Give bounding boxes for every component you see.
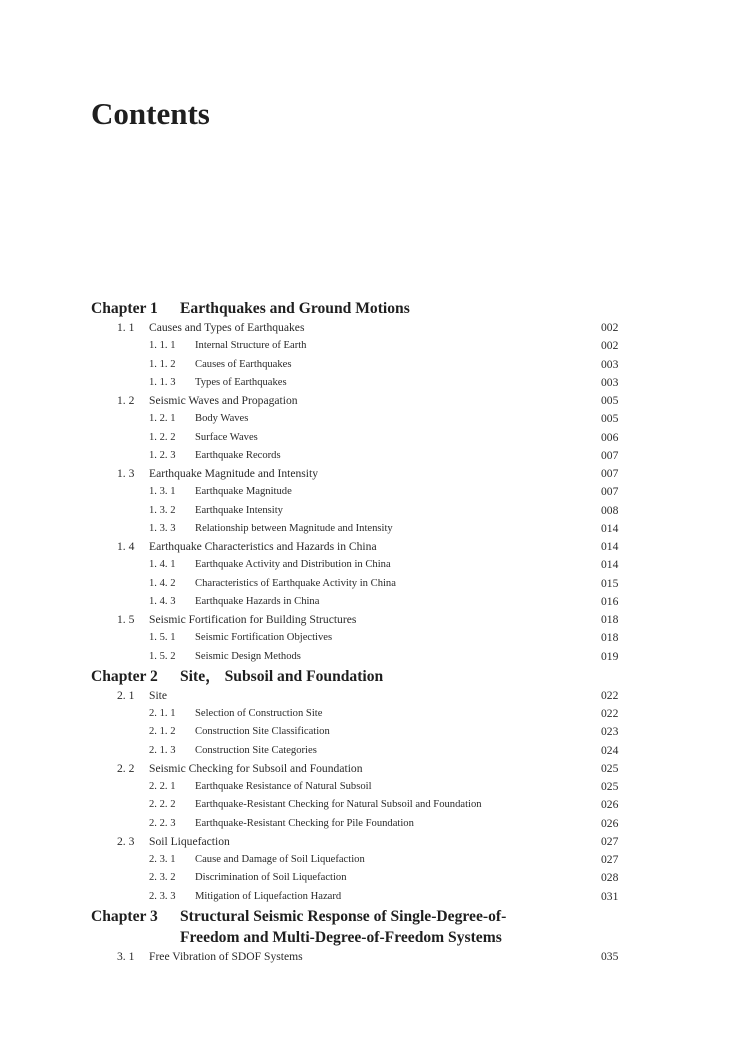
- section-number: 2. 2. 3: [149, 817, 176, 829]
- section-number: 2. 2. 1: [149, 781, 176, 792]
- toc-subsection[interactable]: [0, 374, 750, 392]
- page-number: 031: [601, 889, 619, 903]
- section-number: 1. 2. 1: [149, 413, 176, 425]
- page-number: 003: [601, 357, 619, 371]
- page-number: 002: [601, 321, 619, 334]
- toc-section[interactable]: [0, 833, 750, 851]
- section-title: Earthquake Characteristics and Hazards in China: [149, 540, 377, 553]
- page-number: 026: [601, 816, 619, 830]
- toc-subsection[interactable]: [0, 556, 750, 574]
- section-number: 1. 2. 3: [149, 449, 176, 461]
- page-number: 019: [601, 649, 619, 663]
- section-number: 2. 3. 2: [149, 872, 176, 884]
- section-number: 2. 1. 1: [149, 708, 176, 719]
- toc-subsection[interactable]: [0, 723, 750, 741]
- section-number: 1. 1. 3: [149, 376, 176, 388]
- toc-subsection[interactable]: [0, 851, 750, 869]
- toc-subsection[interactable]: [0, 483, 750, 501]
- section-number: 2. 3. 3: [149, 890, 176, 902]
- toc-subsection[interactable]: [0, 888, 750, 906]
- page-number: 006: [601, 430, 619, 444]
- toc-section[interactable]: [0, 760, 750, 778]
- toc-section[interactable]: [0, 392, 750, 410]
- toc-subsection[interactable]: [0, 520, 750, 538]
- section-number: 1. 3. 3: [149, 522, 176, 534]
- toc-subsection[interactable]: [0, 356, 750, 374]
- page-number: 022: [601, 688, 619, 702]
- toc-subsection[interactable]: [0, 869, 750, 887]
- toc-subsection[interactable]: [0, 429, 750, 447]
- section-title: Causes and Types of Earthquakes: [149, 321, 305, 334]
- toc-subsection[interactable]: [0, 410, 750, 428]
- page-number: 018: [601, 631, 619, 645]
- section-number: 1. 4. 3: [149, 595, 176, 607]
- page-number: 028: [601, 871, 619, 885]
- chapter-title: Earthquakes and Ground Motions: [180, 300, 410, 317]
- toc-section[interactable]: [0, 538, 750, 556]
- section-number: 1. 1: [117, 321, 135, 334]
- toc-subsection[interactable]: [0, 502, 750, 520]
- toc-subsection[interactable]: [0, 778, 750, 796]
- section-number: 1. 4. 2: [149, 577, 176, 589]
- page-number: 007: [601, 485, 619, 499]
- section-number: 1. 2: [117, 394, 135, 407]
- section-title: Seismic Design Methods: [195, 650, 301, 662]
- section-title: Seismic Checking for Subsoil and Foundation: [149, 761, 363, 775]
- toc-subsection[interactable]: [0, 705, 750, 723]
- section-title: Cause and Damage of Soil Liquefaction: [195, 854, 365, 865]
- section-title: Causes of Earthquakes: [195, 358, 292, 370]
- section-number: 1. 3. 1: [149, 486, 176, 498]
- toc-subsection[interactable]: [0, 593, 750, 611]
- section-title: Body Waves: [195, 413, 249, 425]
- page-number: 026: [601, 798, 619, 812]
- section-title: Construction Site Classification: [195, 726, 330, 738]
- section-number: 1. 5. 2: [149, 650, 176, 662]
- page-number: 025: [601, 780, 619, 793]
- section-title: Earthquake Resistance of Natural Subsoil: [195, 781, 372, 792]
- page-number: 015: [601, 576, 619, 590]
- toc-section[interactable]: [0, 319, 750, 337]
- page-number: 024: [601, 743, 619, 757]
- section-title: Earthquake Magnitude: [195, 486, 292, 498]
- section-title: Internal Structure of Earth: [195, 340, 307, 352]
- section-number: 2. 2: [117, 761, 135, 775]
- section-number: 2. 3. 1: [149, 854, 176, 865]
- page-number: 018: [601, 613, 619, 626]
- section-number: 3. 1: [117, 949, 135, 963]
- section-title: Earthquake Intensity: [195, 504, 283, 516]
- section-title: Selection of Construction Site: [195, 708, 323, 719]
- page-number: 025: [601, 761, 619, 775]
- page-title: Contents: [91, 96, 210, 131]
- page-number: 023: [601, 725, 619, 739]
- page-number: 005: [601, 412, 619, 426]
- section-number: 1. 3: [117, 467, 135, 480]
- page-number: 002: [601, 339, 619, 353]
- section-title: Seismic Fortification Objectives: [195, 632, 333, 644]
- section-title: Types of Earthquakes: [195, 376, 287, 388]
- page-number: 027: [601, 834, 619, 848]
- section-title: Soil Liquefaction: [149, 834, 230, 848]
- toc-section[interactable]: [0, 611, 750, 629]
- section-number: 2. 3: [117, 834, 135, 848]
- section-title: Discrimination of Soil Liquefaction: [195, 872, 347, 884]
- chapter-title: Structural Seismic Response of Single-Degree-of-: [180, 907, 507, 925]
- page-number: 014: [601, 521, 619, 535]
- section-title: Earthquake Hazards in China: [195, 595, 320, 607]
- page-number: 014: [601, 540, 619, 553]
- section-number: 1. 2. 2: [149, 431, 176, 443]
- section-title: Seismic Waves and Propagation: [149, 394, 298, 407]
- chapter-number: Chapter 3: [91, 907, 158, 925]
- page-number: 014: [601, 558, 619, 572]
- section-number: 2. 2. 2: [149, 799, 176, 811]
- section-number: 2. 1: [117, 688, 135, 702]
- section-number: 1. 5: [117, 613, 135, 626]
- section-title: Construction Site Categories: [195, 744, 317, 756]
- toc-section[interactable]: [0, 948, 750, 966]
- section-number: 2. 1. 3: [149, 744, 176, 756]
- section-title: Relationship between Magnitude and Intensity: [195, 522, 393, 534]
- page-number: 007: [601, 467, 619, 480]
- section-title: Earthquake Magnitude and Intensity: [149, 467, 319, 480]
- section-title: Mitigation of Liquefaction Hazard: [195, 890, 342, 902]
- toc-subsection[interactable]: [0, 815, 750, 833]
- toc-subsection[interactable]: [0, 648, 750, 666]
- page-number: 027: [601, 853, 619, 866]
- page-number: 007: [601, 448, 619, 462]
- section-title: Earthquake Activity and Distribution in China: [195, 559, 391, 571]
- section-title: Earthquake-Resistant Checking for Pile Foundation: [195, 817, 414, 829]
- page-number: 035: [601, 949, 619, 963]
- toc-subsection[interactable]: [0, 742, 750, 760]
- toc-subsection[interactable]: [0, 447, 750, 465]
- page-number: 016: [601, 594, 619, 608]
- page-number: 003: [601, 375, 619, 389]
- toc-subsection[interactable]: [0, 337, 750, 355]
- section-number: 1. 3. 2: [149, 504, 176, 516]
- toc-subsection[interactable]: [0, 575, 750, 593]
- section-number: 2. 1. 2: [149, 726, 176, 738]
- page-number: 022: [601, 707, 619, 720]
- section-number: 1. 1. 1: [149, 340, 176, 352]
- toc-subsection[interactable]: [0, 796, 750, 814]
- page-number: 005: [601, 394, 619, 407]
- toc-subsection[interactable]: [0, 629, 750, 647]
- section-number: 1. 5. 1: [149, 632, 176, 644]
- section-title: Seismic Fortification for Building Structures: [149, 613, 357, 626]
- chapter-number: Chapter 2: [91, 667, 158, 685]
- section-number: 1. 4: [117, 540, 135, 553]
- chapter-heading[interactable]: [0, 298, 750, 319]
- chapter-heading[interactable]: [0, 906, 750, 948]
- toc-section[interactable]: [0, 687, 750, 705]
- section-number: 1. 4. 1: [149, 559, 176, 571]
- table-of-contents: [0, 298, 750, 966]
- chapter-heading[interactable]: [0, 666, 750, 687]
- toc-section[interactable]: [0, 465, 750, 483]
- chapter-title: Site， Subsoil and Foundation: [180, 667, 384, 685]
- section-title: Surface Waves: [195, 431, 258, 443]
- section-title: Earthquake Records: [195, 449, 281, 461]
- page-number: 008: [601, 503, 619, 517]
- section-title: Free Vibration of SDOF Systems: [149, 949, 303, 963]
- section-title: Earthquake-Resistant Checking for Natural Subsoil and Foundation: [195, 799, 482, 811]
- chapter-number: Chapter 1: [91, 300, 158, 317]
- chapter-title-continued: Freedom and Multi-Degree-of-Freedom Systems: [180, 928, 502, 946]
- section-title: Site: [149, 688, 168, 702]
- section-title: Characteristics of Earthquake Activity in China: [195, 577, 396, 589]
- section-number: 1. 1. 2: [149, 358, 176, 370]
